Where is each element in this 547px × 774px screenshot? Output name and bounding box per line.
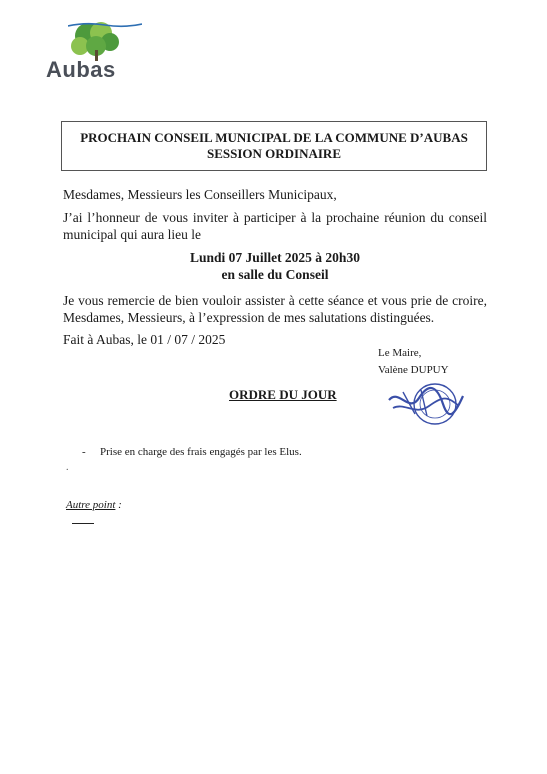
salutation: Mesdames, Messieurs les Conseillers Municipaux, bbox=[63, 187, 337, 202]
wave-line-icon bbox=[68, 22, 142, 28]
title-line-1: PROCHAIN CONSEIL MUNICIPAL DE LA COMMUNE D’AUBAS bbox=[80, 130, 468, 145]
other-point-suffix: : bbox=[115, 499, 122, 511]
invitation-text: J’ai l’honneur de vous inviter à participer à la prochaine réunion du conseil municipal qui aura lieu le bbox=[63, 210, 487, 242]
meeting-date-time: Lundi 07 Juillet 2025 à 20h30 bbox=[190, 250, 360, 265]
signature-stamp-icon bbox=[385, 380, 467, 426]
stray-mark: . bbox=[66, 462, 69, 473]
mayor-role: Le Maire, bbox=[378, 347, 422, 359]
other-point-label: Autre point bbox=[66, 499, 116, 511]
agenda-item bbox=[82, 446, 302, 458]
commune-logo bbox=[46, 22, 126, 92]
agenda-heading: ORDRE DU JOUR bbox=[229, 387, 337, 402]
agenda-item-bullet: - bbox=[82, 446, 86, 458]
tree-logo-icon bbox=[68, 22, 122, 62]
meeting-location: en salle du Conseil bbox=[221, 267, 329, 282]
place-date: Fait à Aubas, le 01 / 07 / 2025 bbox=[63, 332, 226, 347]
other-point bbox=[66, 499, 122, 511]
logo-text: Aubas bbox=[46, 57, 116, 82]
mayor-name: Valène DUPUY bbox=[378, 364, 449, 376]
agenda-item-text: Prise en charge des frais engagés par les Elus. bbox=[100, 446, 302, 458]
closing-text: Je vous remercie de bien vouloir assister à cette séance et vous prie de croire, Mesdames, Messieurs, à l’expression de mes salutations distinguées. bbox=[63, 293, 487, 325]
blank-line bbox=[72, 523, 94, 524]
title-box bbox=[61, 121, 487, 171]
title-line-2: SESSION ORDINAIRE bbox=[206, 146, 341, 161]
